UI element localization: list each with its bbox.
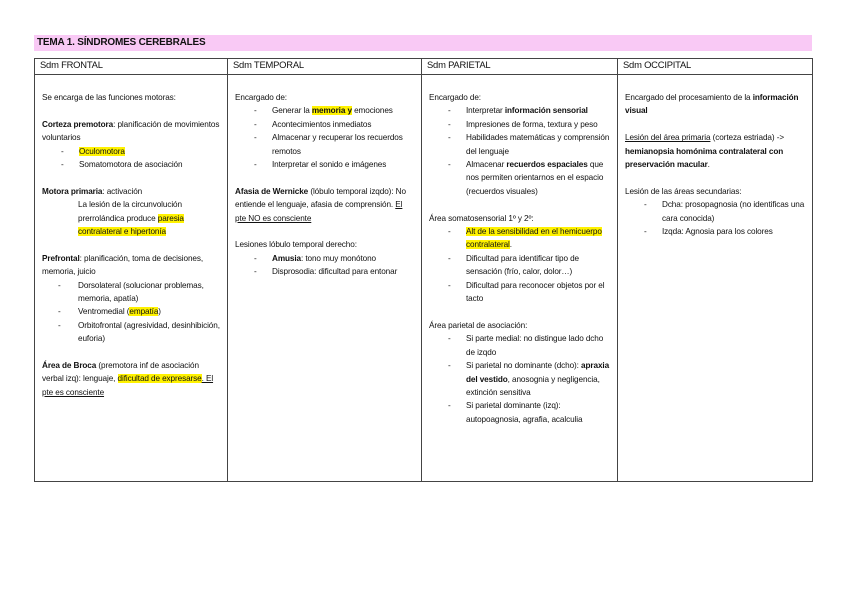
frontal-prefrontal: Prefrontal: planificación, toma de decisiones, memoria, juicio [42,253,204,277]
list-item: - Orbitofrontal (agresividad, desinhibición, euforia) [58,320,220,344]
temporal-intro: Encargado de: [235,93,287,102]
header-temporal: Sdm TEMPORAL [228,59,422,75]
occipital-intro: Encargado del procesamiento de la información visual [625,93,799,116]
occipital-secundarias-list [625,198,806,238]
temporal-wernicke: Afasia de Wernicke (lóbulo temporal izqdo): No entiende el lenguaje, afasia de comprensión. El pte NO es consciente [235,186,406,223]
cell-temporal [228,75,422,482]
parietal-asoc-title: Área parietal de asociación: [429,320,528,330]
list-item: - Oculomotora [61,146,125,156]
parietal-somato-list [429,225,611,305]
list-item: - Dorsolateral (solucionar problemas, memoria, apatía) [58,280,204,304]
temporal-derecho-title: Lesiones lóbulo temporal derecho: [235,240,357,250]
list-item: - Ventromedial (empatía) [58,307,161,317]
occipital-secundarias-title: Lesión de las áreas secundarias: [625,186,742,196]
list-item: - Si parietal dominante (izq): autopoagnosia, agrafia, acalculia [448,401,583,424]
temporal-derecho-list [235,252,415,279]
list-item: - Dificultad para identificar tipo de sensación (frío, calor, dolor…) [448,253,580,277]
header-occipital: Sdm OCCIPITAL [618,59,813,75]
frontal-broca: Área de Broca (premotora inf de asociación verbal izq): lenguaje, dificultad de expresarse. El pte es consciente [42,361,214,397]
list-item: - Dificultad para reconocer objetos por el tacto [448,280,605,304]
frontal-motora-detail: La lesión de la circunvolución prerrolándica produce paresia contralateral e hipertonía [78,200,184,237]
premotora-list [42,145,221,172]
table-body-row [35,75,813,482]
list-item: - Alt de la sensibilidad en el hemicuerpo contralateral. [448,227,602,250]
header-frontal: Sdm FRONTAL [35,59,228,75]
list-item: - Almacenar recuerdos espaciales que nos permiten orientarnos en el espacio (recuerdos visuales) [448,160,604,196]
occipital-primaria: Lesión del área primaria (corteza estriada) -> hemianopsia homónima contralateral con preservación macular. [625,133,785,170]
title-bar [34,35,812,51]
cell-occipital [618,75,813,482]
parietal-asoc-list [429,332,611,426]
parietal-somato-title: Área somatosensorial 1º y 2º: [429,213,534,223]
list-item: - Si parietal no dominante (dcho): apraxia del vestido, anosognia y negligencia, extinción sensitiva [448,361,610,397]
syndromes-table [34,58,813,482]
parietal-list [429,104,611,198]
list-item: - Dcha: prosopagnosia (no identificas una cara conocida) [644,200,805,223]
frontal-premotora: Corteza premotora: planificación de movimientos voluntarios [42,119,220,143]
table-header-row [35,59,813,75]
list-item: - Amusia: tono muy monótono [254,253,377,263]
page-title: TEMA 1. SÍNDROMES CEREBRALES [37,37,206,48]
frontal-intro: Se encarga de las funciones motoras: [42,93,176,102]
list-item: - Impresiones de forma, textura y peso [448,119,598,129]
list-item: - Izqda: Agnosia para los colores [644,227,773,237]
cell-parietal [422,75,618,482]
prefrontal-list [42,279,221,346]
temporal-list [235,104,415,171]
list-item: - Acontecimientos inmediatos [254,119,372,129]
list-item: - Somatomotora de asociación [61,160,183,170]
frontal-motora: Motora primaria: activación [42,186,143,196]
header-parietal: Sdm PARIETAL [422,59,618,75]
list-item: - Interpretar información sensorial [448,106,588,116]
list-item: - Generar la memoria y emociones [254,106,393,116]
list-item: - Disprosodia: dificultad para entonar [254,267,398,277]
cell-frontal [35,75,228,482]
parietal-intro: Encargado de: [429,93,481,102]
list-item: - Almacenar y recuperar los recuerdos remotos [254,133,403,156]
list-item: - Si parte medial: no distingue lado dcho de izqdo [448,334,604,357]
list-item: - Interpretar el sonido e imágenes [254,160,387,170]
list-item: - Habilidades matemáticas y comprensión del lenguaje [448,133,610,156]
